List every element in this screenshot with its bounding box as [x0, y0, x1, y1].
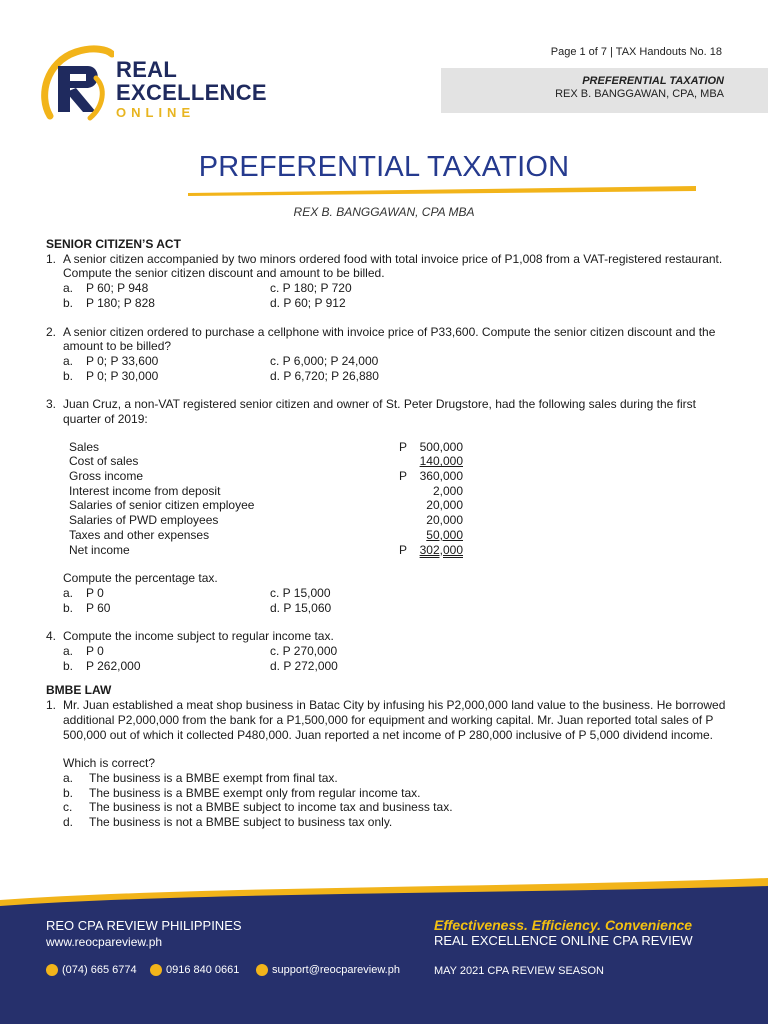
amount: 2,000 [432, 483, 463, 498]
option-c: c. The business is not a BMBE subject to income tax and business tax. [63, 800, 453, 815]
question-item [46, 629, 726, 644]
amount: 50,000 [426, 527, 463, 542]
question-item [46, 252, 726, 281]
answer-options [46, 354, 726, 383]
amount: 302,000 [419, 542, 463, 557]
question-prompt: Compute the percentage tax. [63, 571, 218, 586]
table-row-value [399, 454, 463, 469]
footer-banner [0, 876, 768, 1024]
option-a: a. P 0; P 33,600 [63, 353, 159, 368]
question-prompt: Which is correct? [63, 756, 156, 771]
option-a: a. The business is a BMBE exempt from final tax. [63, 770, 338, 785]
header-author: REX B. BANGGAWAN, CPA, MBA [555, 88, 724, 100]
footer-season: MAY 2021 CPA REVIEW SEASON [434, 965, 604, 977]
table-row [69, 528, 463, 543]
option-d: d. P 272,000 [270, 658, 338, 673]
option-b: b. The business is a BMBE exempt only from regular income tax. [63, 785, 421, 800]
answer-options [46, 586, 726, 615]
answer-options [46, 771, 726, 830]
table-row-label: Interest income from deposit [69, 483, 221, 498]
question-number: 1. [46, 251, 57, 266]
page-title: PREFERENTIAL TAXATION [198, 151, 570, 183]
option-b: b. P 0; P 30,000 [63, 368, 159, 383]
question-item [46, 325, 726, 354]
table-row-label: Sales [69, 439, 100, 454]
question-number: 1. [46, 698, 57, 713]
table-row [69, 513, 463, 528]
amount: 20,000 [426, 513, 463, 528]
question-text: Juan Cruz, a non-VAT registered senior citizen and owner of St. Peter Drugstore, had the following sales during the first quarter of 2019: [63, 397, 696, 427]
table-row-value [399, 484, 463, 499]
currency-symbol: P [399, 469, 408, 484]
document-body [46, 237, 726, 830]
table-row-label: Net income [69, 542, 130, 557]
question-text: A senior citizen ordered to purchase a cellphone with invoice price of P33,600. Compute the senior citizen discount and the amount to be billed? [63, 324, 716, 354]
table-row [69, 484, 463, 499]
option-b: b. P 180; P 828 [63, 295, 155, 310]
question-number: 4. [46, 629, 57, 644]
header-title: PREFERENTIAL TAXATION [582, 75, 724, 87]
option-c: c. P 180; P 720 [270, 281, 352, 296]
table-row [69, 498, 463, 513]
logo-mark-icon [36, 44, 114, 124]
table-row [69, 440, 463, 455]
phone-text: (074) 665 6774 [62, 964, 137, 976]
table-row-label: Salaries of PWD employees [69, 513, 219, 528]
table-row-value [399, 543, 463, 558]
table-row-value [399, 513, 463, 528]
question-text: A senior citizen accompanied by two minors ordered food with total invoice price of P1,008 from a VAT-registered restaurant. Compute the senior citizen discount and amount to be billed. [63, 251, 723, 281]
option-d: d. P 60; P 912 [270, 295, 346, 310]
footer-tagline: Effectiveness. Efficiency. Convenience [434, 917, 693, 933]
header-box [441, 68, 768, 113]
footer-website[interactable]: www.reocpareview.ph [46, 935, 163, 949]
table-row-value [399, 498, 463, 513]
table-row [69, 543, 463, 558]
footer-email [256, 964, 400, 976]
table-row-label: Salaries of senior citizen employee [69, 498, 255, 513]
currency-symbol: P [399, 542, 408, 557]
amount: 500,000 [419, 439, 463, 454]
option-a: a. P 0 [63, 585, 104, 600]
table-row [69, 454, 463, 469]
option-b: b. P 60 [63, 600, 111, 615]
option-d: d. P 15,060 [270, 600, 332, 615]
title-underline [188, 186, 696, 196]
option-c: c. P 270,000 [270, 644, 338, 659]
brand-logo [36, 44, 306, 124]
answer-options [46, 281, 726, 310]
page-info: Page 1 of 7 | TAX Handouts No. 18 [550, 46, 722, 58]
answer-options [46, 644, 726, 673]
financial-table [69, 440, 463, 558]
email-text[interactable]: support@reocpareview.ph [272, 964, 400, 976]
amount: 140,000 [419, 454, 463, 469]
option-c: c. P 15,000 [270, 585, 331, 600]
page-footer [0, 876, 768, 1024]
option-d: d. The business is not a BMBE subject to business tax only. [63, 815, 393, 830]
logo-word-excellence: EXCELLENCE [116, 80, 267, 105]
amount: 20,000 [426, 498, 463, 513]
table-row-label: Taxes and other expenses [69, 527, 210, 542]
logo-word-online: ONLINE [116, 105, 196, 120]
footer-phone [46, 964, 137, 976]
section-heading-senior: SENIOR CITIZEN’S ACT [46, 237, 181, 251]
currency-symbol: P [399, 439, 408, 454]
question-text: Mr. Juan established a meat shop business in Batac City by infusing his P2,000,000 land value to the business. He borrowed additional P2,000,000 from the bank for a P1,500,000 for equipment and working capital. Mr. Juan reported total sales of P 500,000 out of which it collected P480,000. Juan reported a net income of P 280,000 inclusive of P 5,000 dividend income. [63, 698, 726, 742]
table-row [69, 469, 463, 484]
table-row-value [399, 440, 463, 455]
email-icon [256, 964, 268, 976]
option-b: b. P 262,000 [63, 658, 141, 673]
page-author: REX B. BANGGAWAN, CPA MBA [293, 205, 475, 219]
option-a: a. P 0 [63, 644, 104, 659]
footer-org: REO CPA REVIEW PHILIPPINES [46, 918, 242, 933]
table-row-label: Gross income [69, 469, 144, 484]
option-c: c. P 6,000; P 24,000 [270, 353, 379, 368]
question-item [46, 397, 726, 426]
footer-name: REAL EXCELLENCE ONLINE CPA REVIEW [434, 933, 693, 948]
question-number: 3. [46, 397, 57, 412]
question-number: 2. [46, 324, 57, 339]
question-text: Compute the income subject to regular income tax. [63, 629, 334, 644]
table-row-label: Cost of sales [69, 454, 139, 469]
option-a: a. P 60; P 948 [63, 281, 149, 296]
phone-icon [46, 964, 58, 976]
mobile-text: 0916 840 0661 [166, 964, 240, 976]
logo-word-real: REAL [116, 57, 178, 82]
table-row-value [399, 528, 463, 543]
amount: 360,000 [419, 469, 463, 484]
section-heading-bmbe: BMBE LAW [46, 683, 112, 698]
question-item [46, 698, 726, 742]
option-d: d. P 6,720; P 26,880 [270, 368, 379, 383]
table-row-value [399, 469, 463, 484]
mobile-icon [150, 964, 162, 976]
footer-mobile [150, 964, 239, 976]
